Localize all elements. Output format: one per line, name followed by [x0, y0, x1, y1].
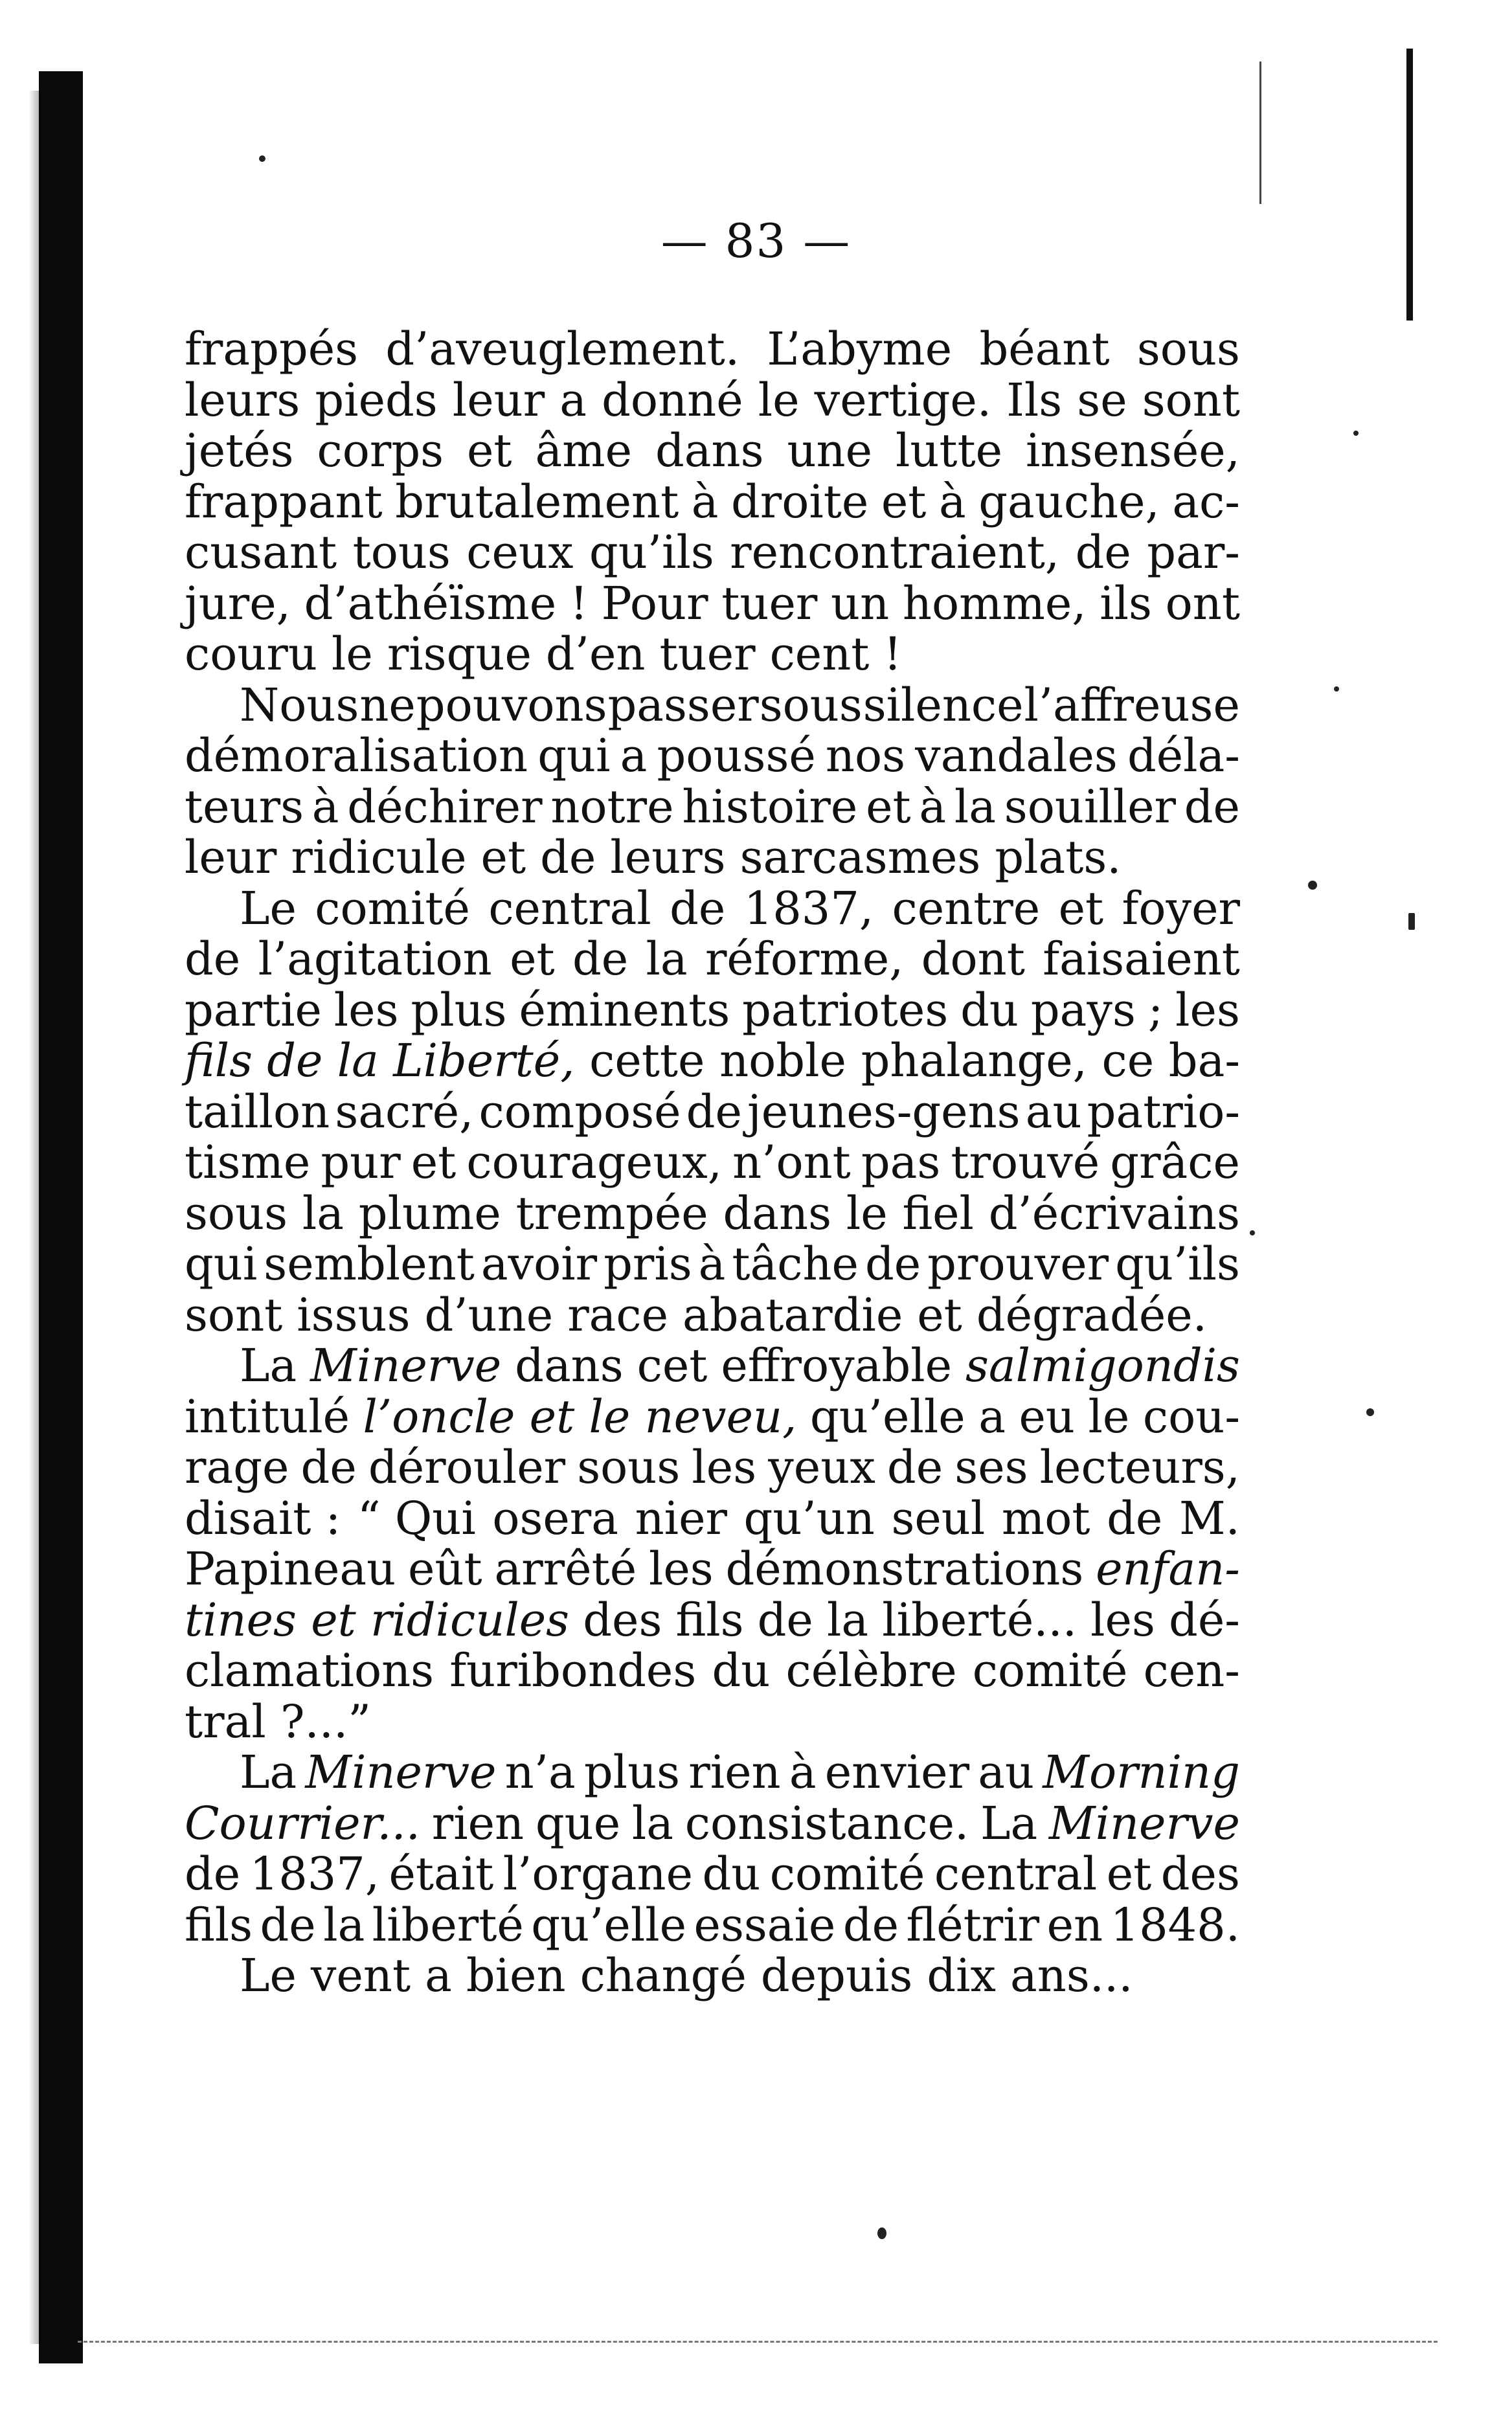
word: et [467, 424, 512, 477]
word: plume [358, 1186, 501, 1240]
binding-shadow [28, 91, 41, 2344]
word: pas [861, 1136, 941, 1189]
word: âme [535, 424, 633, 477]
word: qu’un [743, 1491, 875, 1545]
word: à [789, 1746, 817, 1799]
text-line [185, 730, 1240, 782]
word: en [1046, 1898, 1103, 1952]
word: yeux [768, 1441, 875, 1494]
word: a [559, 373, 587, 427]
word: cette [589, 1034, 705, 1087]
word: comité [972, 1644, 1128, 1697]
text-line [185, 782, 1240, 833]
word: dérouler [368, 1441, 566, 1494]
text-line [185, 1645, 1240, 1696]
page-number: — 83 — [660, 214, 852, 268]
word: Le [240, 881, 297, 935]
word: de [540, 831, 596, 884]
word: leurs [185, 373, 300, 427]
word: race [567, 1288, 669, 1342]
word: sous [577, 1441, 681, 1494]
word: de [1107, 1491, 1163, 1545]
word: la [646, 932, 688, 986]
word: qu’elle [531, 1898, 687, 1952]
word: pouvons [416, 678, 607, 732]
word: qu’ils [589, 526, 714, 579]
word: qu’elle [809, 1390, 965, 1443]
word: cet [637, 1339, 708, 1392]
word: jetés [185, 424, 294, 477]
word: nier [635, 1491, 727, 1545]
word: lecteurs, [1039, 1441, 1240, 1494]
text-line [185, 1290, 1240, 1341]
word: et [881, 475, 927, 528]
word: pur [321, 1136, 401, 1189]
text-line [185, 1696, 1240, 1748]
word: abatardie [683, 1288, 903, 1342]
word: disait : [185, 1491, 341, 1545]
text-line [185, 1087, 1240, 1138]
word: le [846, 1186, 888, 1240]
word: l’agitation [258, 932, 492, 986]
word: jure, [185, 576, 291, 630]
word: Pour [601, 576, 708, 630]
word: tisme [185, 1136, 311, 1189]
word: l’oncle et le neveu, [363, 1390, 797, 1443]
word: au [978, 1746, 1035, 1799]
word: central [488, 881, 651, 935]
text-line [185, 1137, 1240, 1188]
word: furibondes [449, 1644, 697, 1697]
text-line [185, 934, 1240, 985]
text-line [185, 477, 1240, 528]
ink-speck [1408, 913, 1415, 930]
word: pays [1030, 983, 1136, 1037]
word: ont [1165, 576, 1240, 630]
text-line [185, 527, 1240, 578]
word: frappés [185, 322, 359, 376]
ink-speck [1308, 881, 1317, 890]
word: 1837, [743, 881, 874, 935]
word: tâche [732, 1237, 859, 1291]
word: de [300, 1441, 357, 1494]
word: seul [891, 1491, 986, 1545]
word: les [1090, 1593, 1155, 1647]
word: ans... [1010, 1949, 1133, 2002]
word: La [980, 1796, 1038, 1850]
word: Courrier... [185, 1796, 421, 1850]
word: taillon [185, 1085, 330, 1138]
word: les [333, 983, 399, 1037]
text-line [185, 1442, 1240, 1493]
word: pieds [315, 373, 438, 427]
text-line [185, 425, 1240, 477]
word: bien [466, 1949, 566, 2002]
word: les [692, 1441, 757, 1494]
word: des [1160, 1847, 1240, 1900]
text-line [185, 1900, 1240, 1951]
word: sous [1136, 322, 1240, 376]
word: ne [359, 678, 416, 732]
word: Minerve [305, 1746, 497, 1799]
word: issus [297, 1288, 411, 1342]
word: intitulé [185, 1390, 350, 1443]
word: cent [769, 627, 870, 681]
word: plus [411, 983, 507, 1037]
word: et [1058, 881, 1104, 935]
text-line [185, 1595, 1240, 1646]
word: phalange, [861, 1034, 1087, 1087]
word: histoire [682, 780, 858, 833]
text-line [185, 1392, 1240, 1443]
word: comité [769, 1847, 925, 1900]
word: dans [515, 1339, 624, 1392]
word: foyer [1122, 881, 1240, 935]
ink-speck [1250, 1230, 1255, 1235]
word: partie [185, 983, 322, 1037]
word: déchirer [347, 780, 543, 833]
word: cou- [1142, 1390, 1240, 1443]
word: du [960, 983, 1019, 1037]
word: Minerve [310, 1339, 502, 1392]
word: composé [479, 1085, 681, 1138]
word: semblent [264, 1237, 475, 1291]
text-line [185, 1950, 1240, 2001]
word: à [311, 780, 339, 833]
word: vandales [915, 729, 1118, 782]
word: dégradée. [976, 1288, 1207, 1342]
word: n’ont [732, 1136, 851, 1189]
word: Minerve [1048, 1796, 1240, 1850]
word: L’abyme [767, 322, 953, 376]
bottom-edge-line [78, 2341, 1438, 2345]
word: la [827, 1593, 869, 1647]
page-body [185, 324, 1240, 2001]
word: sont [1142, 373, 1240, 427]
word: liberté [372, 1898, 524, 1952]
word: d’aveuglement. [385, 322, 740, 376]
word: flétrir [906, 1898, 1040, 1952]
word: les [648, 1542, 714, 1595]
ink-speck [1366, 1408, 1374, 1416]
word: fils [185, 1898, 253, 1952]
word: La [240, 1746, 297, 1799]
word: les [1175, 983, 1240, 1037]
word: par- [1147, 526, 1240, 579]
word: lutte [895, 424, 1003, 477]
word: et [917, 1288, 962, 1342]
word: l’affreuse [1024, 678, 1240, 732]
word: ils [1100, 576, 1152, 630]
text-line [185, 832, 1240, 883]
word: La [240, 1339, 297, 1392]
word: éminents [519, 983, 730, 1037]
word: comité [315, 881, 470, 935]
text-line [185, 324, 1240, 375]
word: fils de la Liberté, [185, 1034, 575, 1087]
word: dix [927, 1949, 997, 2002]
word: dans [723, 1186, 832, 1240]
word: de [864, 1237, 921, 1291]
word: de [686, 1085, 742, 1138]
word: eu [1019, 1390, 1075, 1443]
word: noble [719, 1034, 846, 1087]
word: ses [954, 1441, 1028, 1494]
word: risque [387, 627, 532, 681]
word: tuer [659, 627, 756, 681]
word: 1837, [249, 1847, 380, 1900]
word: dé- [1169, 1593, 1240, 1647]
word: osera [492, 1491, 618, 1545]
word: plats. [995, 831, 1122, 884]
word: leur [185, 831, 277, 884]
word: mot [1001, 1491, 1090, 1545]
word: qui [537, 729, 611, 782]
word: que [535, 1796, 621, 1850]
word: une [787, 424, 873, 477]
word: homme, [902, 576, 1087, 630]
word: n’a [504, 1746, 576, 1799]
word: de [185, 932, 241, 986]
word: nos [825, 729, 906, 782]
word: ce [1101, 1034, 1155, 1087]
word: fils [675, 1593, 744, 1647]
word: Le [240, 1949, 297, 2002]
word: essaie [694, 1898, 836, 1952]
word: démonstrations [725, 1542, 1084, 1595]
word: grâce [1110, 1136, 1240, 1189]
word: de [1075, 526, 1131, 579]
word: fiel [902, 1186, 974, 1240]
word: se [1077, 373, 1127, 427]
word: envier [824, 1746, 970, 1799]
text-line [185, 629, 1240, 680]
text-line [185, 375, 1240, 426]
word: rien [431, 1796, 525, 1850]
word: ac- [1172, 475, 1240, 528]
word: l’organe [502, 1847, 694, 1900]
word: corps [317, 424, 444, 477]
word: le [331, 627, 373, 681]
word: eût [408, 1542, 482, 1595]
word: de [757, 1593, 813, 1647]
word: vent [310, 1949, 411, 2002]
ink-speck [1334, 686, 1339, 692]
word: rencontraient, [730, 526, 1060, 579]
word: le [1088, 1390, 1130, 1443]
word: d’écrivains [988, 1186, 1240, 1240]
word: du [712, 1644, 771, 1697]
word: jeunes-gens [747, 1085, 1021, 1138]
text-line [185, 1340, 1240, 1392]
word: frappant [185, 475, 383, 528]
word: à [691, 475, 719, 528]
word: et [866, 780, 911, 833]
word: de [260, 1898, 316, 1952]
word: Morning [1043, 1746, 1240, 1799]
word: courageux, [466, 1136, 723, 1189]
word: sont [185, 1288, 283, 1342]
ink-speck [877, 2227, 886, 2239]
word: salmigondis [965, 1339, 1240, 1392]
word: ceux [466, 526, 574, 579]
word: central [934, 1847, 1098, 1900]
word: Ils [1006, 373, 1063, 427]
word: déla- [1127, 729, 1240, 782]
word: liberté... [882, 1593, 1078, 1647]
word: avoir [480, 1237, 598, 1291]
word: la [954, 780, 997, 833]
word: faisaient [1043, 932, 1240, 986]
word: trouvé [951, 1136, 1100, 1189]
word: couru [185, 627, 317, 681]
word: a [978, 1390, 1006, 1443]
word: ; [1147, 983, 1164, 1037]
word: d’athéïsme [304, 576, 557, 630]
word: vertige. [814, 373, 992, 427]
word: ba- [1168, 1034, 1240, 1087]
word: centre [892, 881, 1041, 935]
text-line [185, 1544, 1240, 1595]
word: d’une [424, 1288, 554, 1342]
word: a [425, 1949, 452, 2002]
word: tuer [721, 576, 818, 630]
word: souiller [1004, 780, 1176, 833]
word: effroyable [721, 1339, 953, 1392]
word: leur [452, 373, 545, 427]
word: donné [602, 373, 743, 427]
text-line [185, 680, 1240, 731]
word: de [572, 932, 629, 986]
word: depuis [760, 1949, 913, 2002]
word: gauche, [978, 475, 1160, 528]
word: ! [569, 576, 588, 630]
word: Papineau [185, 1542, 396, 1595]
word: cen- [1143, 1644, 1240, 1697]
word: M. [1179, 1491, 1240, 1545]
word: à [919, 780, 947, 833]
word: enfan- [1096, 1542, 1240, 1595]
word: sous [759, 678, 863, 732]
word: consistance. [684, 1796, 969, 1850]
word: sacré, [335, 1085, 474, 1138]
word: de [842, 1898, 899, 1952]
word: la [631, 1796, 674, 1850]
word: à [938, 475, 966, 528]
word: 1848. [1110, 1898, 1240, 1952]
word: droite [731, 475, 869, 528]
word: de [185, 1847, 241, 1900]
word: cusant [185, 526, 337, 579]
word: la [302, 1186, 344, 1240]
word: trempée [515, 1186, 708, 1240]
word: du [702, 1847, 761, 1900]
word: qu’ils [1115, 1237, 1240, 1291]
text-line [185, 1239, 1240, 1290]
text-line [185, 1798, 1240, 1849]
text-line [185, 1747, 1240, 1798]
word: poussé [657, 729, 816, 782]
ink-speck [1353, 431, 1359, 436]
word: brutalement [395, 475, 679, 528]
word: des [583, 1593, 662, 1647]
word: au [1025, 1085, 1082, 1138]
word: “ Qui [357, 1491, 476, 1545]
word: célèbre [785, 1644, 957, 1697]
word: de [670, 881, 726, 935]
word: clamations [185, 1644, 434, 1697]
word: béant [979, 322, 1110, 376]
word: dans [655, 424, 764, 477]
word: tral ?...” [185, 1695, 372, 1748]
word: plus [583, 1746, 681, 1799]
word: tous [352, 526, 451, 579]
word: de [886, 1441, 943, 1494]
word: et [1106, 1847, 1152, 1900]
word: et [510, 932, 555, 986]
word: dont [921, 932, 1025, 986]
word: la [323, 1898, 365, 1952]
word: réforme, [705, 932, 904, 986]
margin-rule [1406, 49, 1413, 321]
word: était [389, 1847, 494, 1900]
ink-speck [259, 155, 265, 162]
text-line [185, 1188, 1240, 1239]
word: sous [185, 1186, 288, 1240]
word: rien [688, 1746, 781, 1799]
word: insensée, [1026, 424, 1240, 477]
word: prouver [927, 1237, 1109, 1291]
word: de [1184, 780, 1240, 833]
text-line [185, 1849, 1240, 1900]
word: et [480, 831, 526, 884]
text-line [185, 578, 1240, 629]
text-line [185, 1035, 1240, 1087]
word: notre [550, 780, 674, 833]
text-line [185, 883, 1240, 934]
margin-mark [1259, 62, 1261, 204]
word: démoralisation [185, 729, 528, 782]
word: et [411, 1136, 457, 1189]
word: patrio- [1087, 1085, 1240, 1138]
word: ridicule [291, 831, 467, 884]
word: ! [883, 627, 902, 681]
word: le [758, 373, 800, 427]
word: leurs [610, 831, 726, 884]
word: changé [580, 1949, 747, 2002]
word: patriotes [742, 983, 949, 1037]
word: qui [185, 1237, 258, 1291]
word: silence [863, 678, 1024, 732]
binding-edge [39, 71, 83, 2363]
word: rage [185, 1441, 289, 1494]
word: sarcasmes [739, 831, 981, 884]
word: tines et ridicules [185, 1593, 570, 1647]
word: teurs [185, 780, 304, 833]
word: passer [607, 678, 759, 732]
text-line [185, 985, 1240, 1036]
word: Nous [240, 678, 359, 732]
word: pris [604, 1237, 692, 1291]
word: a [620, 729, 648, 782]
word: à [698, 1237, 726, 1291]
text-line [185, 1493, 1240, 1544]
word: d’en [545, 627, 646, 681]
word: un [831, 576, 890, 630]
word: arrêté [494, 1542, 637, 1595]
